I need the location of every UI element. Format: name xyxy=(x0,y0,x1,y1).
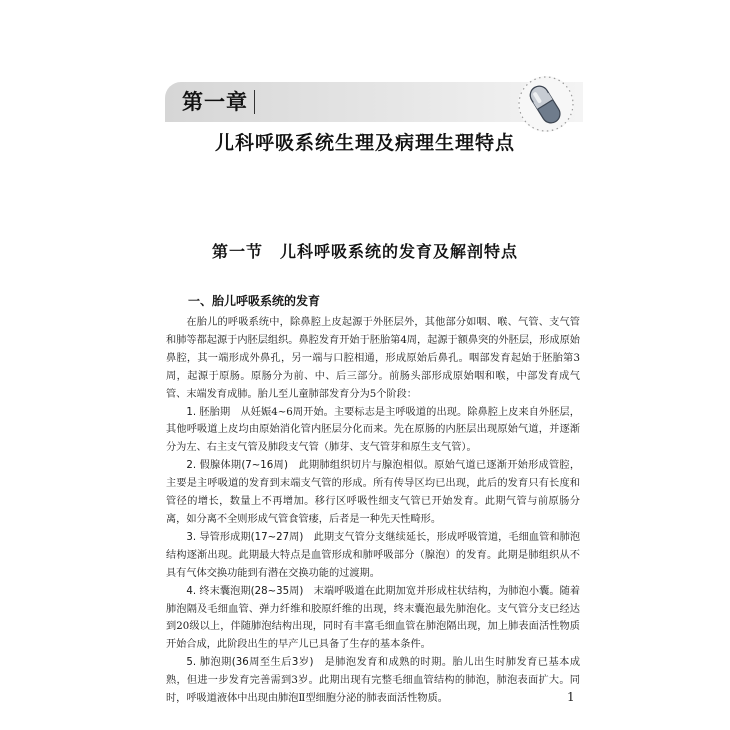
paragraph-intro xyxy=(166,314,580,404)
subsection-heading: 一、胎儿呼吸系统的发育 xyxy=(188,294,321,308)
body-text xyxy=(166,314,580,708)
stage-title: 4. 终末囊泡期(28~35周) xyxy=(186,585,304,597)
stage-title: 5. 肺泡期(36周至生后3岁) xyxy=(186,657,314,669)
paragraph-stage-5 xyxy=(166,654,580,708)
paragraph-text: 末端呼吸道在此期加宽并形成柱状结构，为肺泡小囊。随着肺泡隔及毛细血管、弹力纤维和胶原纤维的出现，终末囊泡最先肺泡化。支气管分支已经达到20级以上，伴随肺泡结构出现，同时有丰富毛细血管在肺泡隔出现，加上肺表面活性物质开始合成，此阶段出生的早产儿已具备了生存的基本条件。 xyxy=(166,585,581,651)
paragraph-text: 此期肺组织切片与腺泡相似。原始气道已逐渐开始形成管腔，主要是主呼吸道的发育到末端支气管的形成。所有传导区均已出现，此后的发育只有长度和管径的增长，数量上不再增加。移行区呼吸性细支气管已开始发育。此期气管与前原肠分离，如分离不全则形成气管食管瘘，后者是一种先天性畸形。 xyxy=(166,460,581,525)
paragraph-stage-4 xyxy=(166,583,580,655)
paragraph-text: 此期支气管分支继续延长，形成呼吸管道，毛细血管和肺泡结构逐渐出现。此期最大特点是血管形成和肺呼吸部分（腺泡）的发育。此期是肺组织从不具有气体交换功能到有潜在交换功能的过渡期。 xyxy=(166,531,581,579)
capsule-icon xyxy=(512,74,590,136)
section-title: 第一节 儿科呼吸系统的发育及解剖特点 xyxy=(211,242,518,261)
paragraph-stage-2 xyxy=(166,457,580,529)
stage-title: 2. 假腺体期(7~16周) xyxy=(186,460,288,472)
stage-title: 1. 胚胎期 xyxy=(186,406,231,418)
paragraph-text: 是肺泡发育和成熟的时期。胎儿出生时肺发育已基本成熟，但进一步发育完善需到3岁。此期出现有完整毛细血管结构的肺泡，肺泡表面扩大。同时，呼吸道液体中出现由肺泡Ⅱ型细胞分泌的肺表面活性物质。 xyxy=(166,657,581,705)
paragraph-text: 从妊娠4~6周开始。主要标志是主呼吸道的出现。除鼻腔上皮来自外胚层，其他呼吸道上皮均由原始消化管内胚层分化而来。先在原肠的内胚层出现原始气道，并逐渐分为左、右主支气管及肺段支气管（肺芽、支气管芽和原生支气管）。 xyxy=(166,406,580,454)
chapter-divider xyxy=(254,90,255,114)
chapter-title: 儿科呼吸系统生理及病理生理特点 xyxy=(214,132,515,154)
stage-title: 3. 导管形成期(17~27周) xyxy=(186,531,304,543)
paragraph-text: 在胎儿的呼吸系统中，除鼻腔上皮起源于外胚层外，其他部分如咽、喉、气管、支气管和肺等都起源于内胚层组织。鼻腔发育开始于胚胎第4周，起源于额鼻突的外胚层，形成原始鼻腔，其一端形成外鼻孔，另一端与口腔相通，形成原始后鼻孔。咽部发育起始于胚胎第3周，起源于原肠。原肠分为前、中、后三部分。前肠头部形成原始咽和喉，中部发育成气管、末端发育成肺。胎儿至儿童肺部发育分为5个阶段： xyxy=(166,317,580,400)
chapter-label: 第一章 xyxy=(182,90,248,114)
paragraph-stage-1 xyxy=(166,404,580,458)
paragraph-stage-3 xyxy=(166,529,580,583)
page-number: 1 xyxy=(567,690,575,704)
